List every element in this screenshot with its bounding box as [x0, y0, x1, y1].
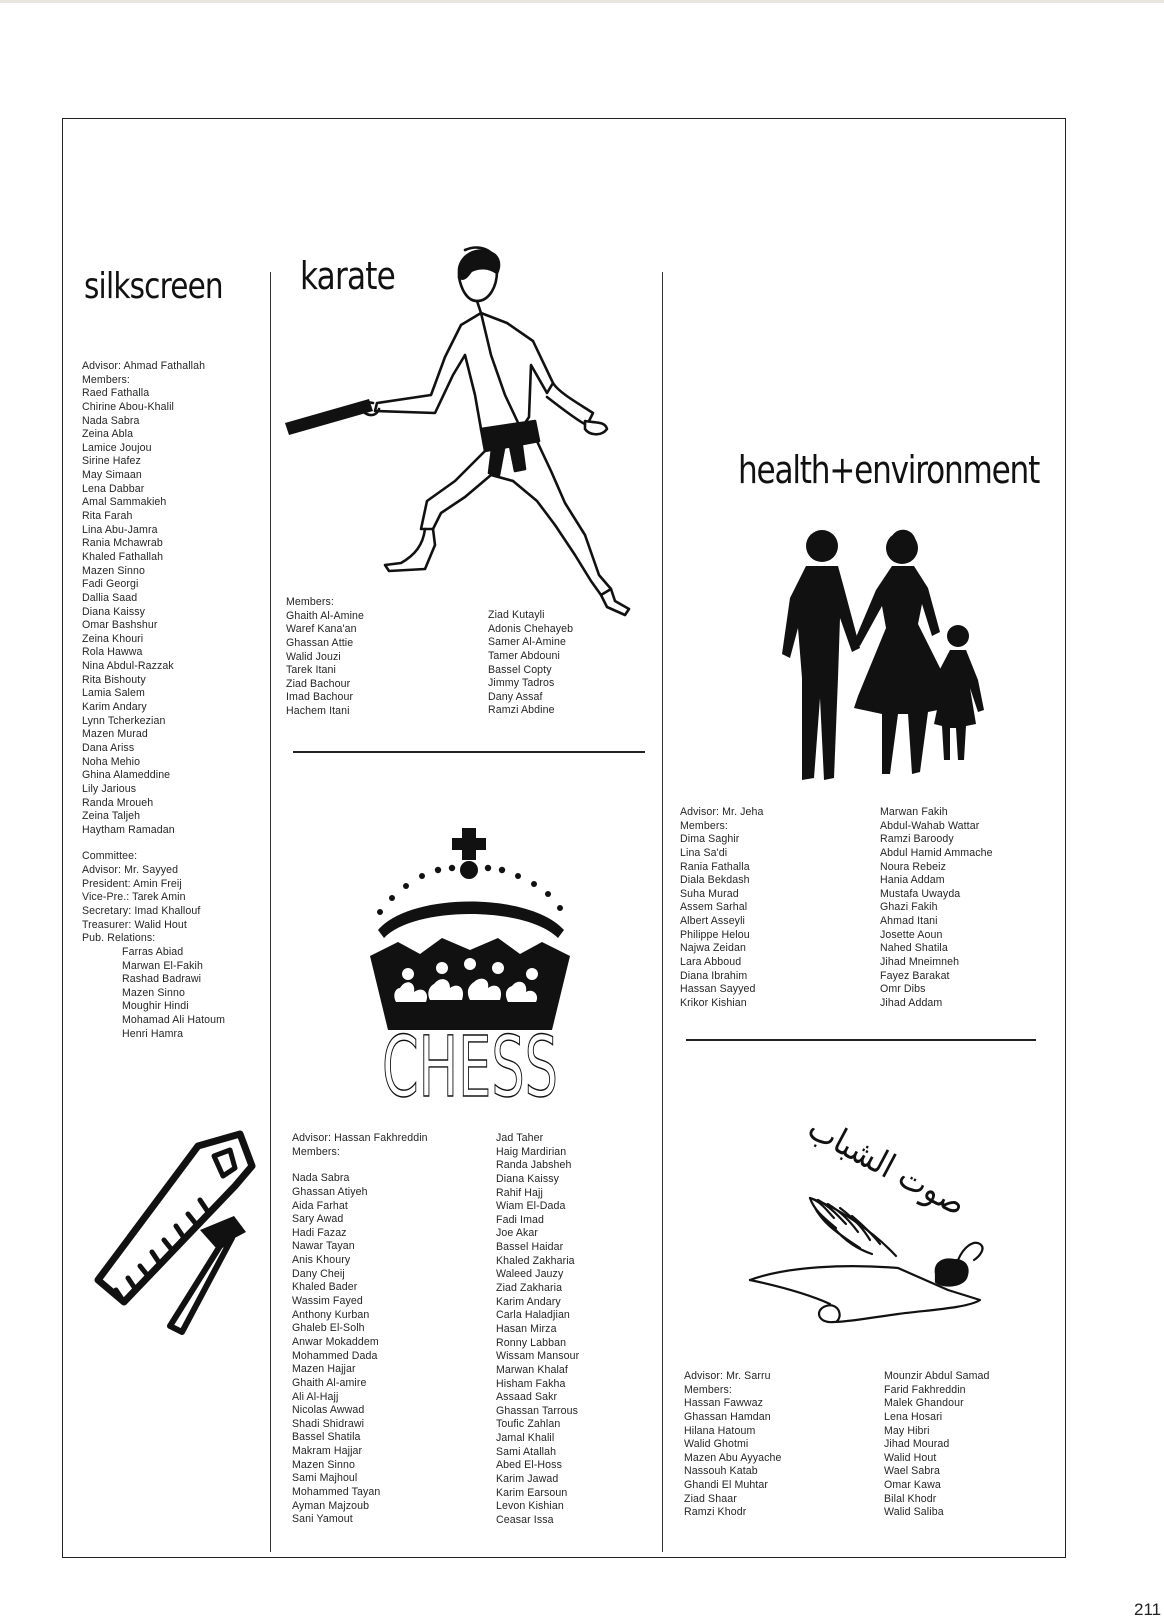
- sawt-title: صوت الشباب: [801, 1108, 973, 1225]
- member-name: Ramzi Baroody: [880, 833, 954, 846]
- chess-col-1: [292, 1132, 428, 1527]
- member-name: Imad Bachour: [286, 691, 354, 704]
- member-name: Lynn Tcherkezian: [82, 714, 166, 727]
- member-name: Ronny Labban: [496, 1336, 567, 1349]
- member-name: Sami Majhoul: [292, 1472, 358, 1485]
- member-name: Waleed Jauzy: [496, 1268, 564, 1281]
- member-name: Nicolas Awwad: [292, 1404, 365, 1417]
- member-name: Ghaith Al-amire: [292, 1376, 367, 1389]
- silkscreen-members-label: Members:: [82, 373, 130, 386]
- member-name: Lena Dabbar: [82, 482, 145, 495]
- member-name: Lina Abu-Jamra: [82, 523, 158, 536]
- member-name: Sami Atallah: [496, 1445, 557, 1458]
- member-name: Ghaith Al-Amine: [286, 609, 365, 622]
- member-name: Diana Kaissy: [82, 605, 146, 618]
- member-name: Zeina Taljeh: [82, 810, 141, 823]
- member-name: Hasan Mirza: [496, 1322, 557, 1335]
- member-name: Abed El-Hoss: [496, 1459, 562, 1472]
- member-name: Randa Jabsheh: [496, 1159, 572, 1172]
- member-name: Ghassan Attie: [286, 636, 354, 649]
- member-name: Hilana Hatoum: [684, 1424, 756, 1437]
- member-name: Farid Fakhreddin: [884, 1383, 966, 1396]
- member-name: Karim Andary: [496, 1295, 561, 1308]
- member-name: Mazen Abu Ayyache: [684, 1451, 782, 1464]
- member-name: Albert Asseyli: [680, 915, 745, 928]
- page-number: 211: [1134, 1600, 1162, 1619]
- member-name: Assaad Sakr: [496, 1391, 558, 1404]
- sawt-members-label: Members:: [684, 1383, 732, 1396]
- member-name: Lamia Salem: [82, 687, 145, 700]
- member-name: Ghazi Fakih: [880, 901, 938, 914]
- member-name: Jimmy Tadros: [488, 677, 555, 690]
- member-name: Nawar Tayan: [292, 1240, 355, 1253]
- member-name: Waref Kana'an: [286, 623, 357, 636]
- member-name: Walid Hout: [884, 1451, 937, 1464]
- member-name: Bassel Copty: [488, 663, 552, 676]
- member-name: Khaled Bader: [292, 1281, 358, 1294]
- member-name: Zeina Abla: [82, 428, 134, 441]
- member-name: Nada Sabra: [82, 414, 140, 427]
- member-name: Rita Farah: [82, 510, 133, 523]
- member-name: Ziad Kutayli: [488, 609, 545, 621]
- member-name: Rita Bishouty: [82, 673, 146, 686]
- member-name: Walid Ghotmi: [684, 1438, 749, 1451]
- member-name: Suha Murad: [680, 887, 739, 900]
- silkscreen-advisor: Advisor: Ahmad Fathallah: [82, 360, 206, 372]
- member-name: Diana Kaissy: [496, 1172, 560, 1185]
- karate-members-list-2: [488, 609, 573, 718]
- health-col-2: [880, 806, 993, 1011]
- health-sawt-separator: [686, 1039, 1036, 1041]
- member-name: Anis Khoury: [292, 1254, 351, 1267]
- member-name: Farras Abiad: [122, 945, 184, 958]
- health-members-list-2: [880, 806, 993, 1011]
- member-name: Rashad Badrawi: [122, 973, 202, 986]
- member-name: Mohammed Tayan: [292, 1486, 381, 1499]
- member-name: Mazen Sinno: [82, 564, 145, 577]
- member-name: Henri Hamra: [122, 1027, 184, 1040]
- health-members-label: Members:: [680, 819, 728, 832]
- member-name: Ghaleb El-Solh: [292, 1322, 365, 1335]
- saw-hammer-drawing: [80, 1120, 260, 1360]
- member-name: Hassan Sayyed: [680, 983, 756, 996]
- member-name: Haytham Ramadan: [82, 823, 175, 836]
- member-name: Fadi Imad: [496, 1213, 545, 1226]
- member-name: Karim Jawad: [496, 1473, 559, 1486]
- member-name: Tarek Itani: [286, 664, 336, 677]
- member-name: Hassan Fawwaz: [684, 1397, 764, 1410]
- member-name: Fayez Barakat: [880, 969, 950, 982]
- member-name: Nahed Shatila: [880, 942, 948, 955]
- member-name: Aida Farhat: [292, 1199, 348, 1212]
- member-name: Omr Dibs: [880, 983, 926, 996]
- committee-pub-label: Pub. Relations:: [82, 932, 156, 945]
- member-name: Anthony Kurban: [292, 1308, 370, 1321]
- member-name: Marwan Khalaf: [496, 1363, 568, 1376]
- karate-fighter-drawing: [285, 245, 645, 625]
- chess-word: [382, 1018, 558, 1116]
- silkscreen-members: [82, 387, 225, 837]
- member-name: Rahif Hajj: [496, 1186, 543, 1199]
- member-name: Adonis Chehayeb: [488, 622, 574, 635]
- member-name: May Simaan: [82, 469, 142, 482]
- member-name: Omar Bashshur: [82, 619, 158, 632]
- member-name: Ceasar Issa: [496, 1513, 554, 1526]
- committee-vice: Vice-Pre.: Tarek Amin: [82, 891, 186, 904]
- karate-chess-separator: [293, 751, 645, 753]
- member-name: Ghina Alameddine: [82, 769, 171, 782]
- member-name: Tamer Abdouni: [488, 649, 560, 662]
- member-name: Ayman Majzoub: [292, 1499, 370, 1512]
- member-name: Ramzi Abdine: [488, 704, 555, 717]
- chess-members-label: Members:: [292, 1145, 340, 1158]
- member-name: Lena Hosari: [884, 1410, 943, 1423]
- member-name: Karim Andary: [82, 701, 147, 714]
- member-name: Hadi Fazaz: [292, 1226, 347, 1239]
- member-name: Toufic Zahlan: [496, 1418, 561, 1431]
- committee-advisor: Advisor: Mr. Sayyed: [82, 864, 179, 877]
- member-name: Ahmad Itani: [880, 915, 938, 928]
- member-name: Jihad Mneimneh: [880, 956, 960, 969]
- member-name: Wiam El-Dada: [496, 1200, 566, 1213]
- chess-col-2: [496, 1132, 579, 1528]
- member-name: Jihad Mourad: [884, 1438, 950, 1451]
- member-name: Zeina Khouri: [82, 632, 144, 645]
- member-name: Shadi Shidrawi: [292, 1417, 365, 1430]
- member-name: Jamal Khalil: [496, 1432, 555, 1445]
- member-name: Diana Ibrahim: [680, 969, 748, 982]
- member-name: Jad Taher: [496, 1132, 544, 1144]
- member-name: Bilal Khodr: [884, 1492, 937, 1505]
- committee-treasurer: Treasurer: Walid Hout: [82, 918, 187, 931]
- karate-title: karate: [300, 254, 395, 298]
- karate-col-1: [286, 596, 364, 719]
- health-col-1: [680, 806, 764, 1011]
- member-name: Dany Cheij: [292, 1267, 345, 1280]
- member-name: Ghandi El Muhtar: [684, 1479, 769, 1492]
- member-name: Mohammed Dada: [292, 1349, 378, 1362]
- member-name: Sani Yamout: [292, 1513, 353, 1526]
- health-advisor: Advisor: Mr. Jeha: [680, 806, 764, 818]
- chess-members-list-2: [496, 1132, 579, 1528]
- member-name: Abdul-Wahab Wattar: [880, 819, 980, 832]
- member-name: Marwan El-Fakih: [122, 959, 203, 972]
- member-name: Bassel Haidar: [496, 1241, 564, 1254]
- svg-text:CHESS: CHESS: [382, 1018, 558, 1116]
- committee-pub-list: [82, 946, 225, 1041]
- member-name: Ghassan Hamdan: [684, 1410, 771, 1423]
- scroll-quill-inkwell-drawing: [748, 1198, 1018, 1338]
- member-name: Samer Al-Amine: [488, 636, 566, 649]
- member-name: Lily Jarious: [82, 782, 137, 795]
- sawt-members-list-1: [684, 1397, 782, 1520]
- member-name: Joe Akar: [496, 1227, 539, 1240]
- member-name: Makram Hajjar: [292, 1445, 363, 1458]
- member-name: Ziad Shaar: [684, 1492, 737, 1505]
- member-name: Hisham Fakha: [496, 1377, 566, 1390]
- member-name: Rania Mchawrab: [82, 537, 163, 550]
- member-name: Nada Sabra: [292, 1172, 350, 1185]
- member-name: Karim Earsoun: [496, 1486, 568, 1499]
- member-name: Walid Saliba: [884, 1506, 944, 1519]
- member-name: Ghassan Tarrous: [496, 1404, 578, 1417]
- health-members-list-1: [680, 833, 764, 1010]
- member-name: Wassim Fayed: [292, 1295, 363, 1308]
- member-name: Wael Sabra: [884, 1465, 940, 1478]
- sawt-members-list-2: [884, 1370, 990, 1520]
- member-name: Mazen Murad: [82, 728, 148, 741]
- chess-advisor: Advisor: Hassan Fakhreddin: [292, 1132, 428, 1144]
- member-name: Khaled Zakharia: [496, 1254, 575, 1267]
- member-name: Noha Mehio: [82, 755, 141, 768]
- member-name: Dana Ariss: [82, 741, 135, 754]
- committee-label: Committee:: [82, 850, 138, 863]
- sawt-advisor: Advisor: Mr. Sarru: [684, 1370, 771, 1382]
- member-name: Fadi Georgi: [82, 578, 139, 591]
- member-name: Najwa Zeidan: [680, 942, 746, 955]
- silkscreen-roster: [82, 360, 225, 1041]
- committee-secretary: Secretary: Imad Khallouf: [82, 904, 201, 917]
- member-name: May Hibri: [884, 1424, 930, 1437]
- chess-crown-drawing: [370, 826, 570, 1116]
- member-name: Ghassan Atiyeh: [292, 1185, 368, 1198]
- column-divider-right: [662, 272, 663, 1552]
- member-name: Philippe Helou: [680, 928, 750, 941]
- member-name: Anwar Mokaddem: [292, 1335, 379, 1348]
- member-name: Carla Haladjian: [496, 1309, 570, 1322]
- member-name: Moughir Hindi: [122, 1000, 189, 1013]
- karate-col-2: [488, 609, 573, 718]
- member-name: Krikor Kishian: [680, 996, 747, 1009]
- member-name: Mazen Sinno: [122, 986, 185, 999]
- member-name: Sirine Hafez: [82, 455, 141, 468]
- member-name: Mazen Sinno: [292, 1458, 355, 1471]
- member-name: Nassouh Katab: [684, 1465, 758, 1478]
- member-name: Haig Mardirian: [496, 1145, 567, 1158]
- karate-members-list-1: [286, 610, 364, 719]
- member-name: Ziad Zakharia: [496, 1282, 563, 1295]
- member-name: Josette Aoun: [880, 928, 943, 941]
- member-name: Bassel Shatila: [292, 1431, 361, 1444]
- member-name: Ramzi Khodr: [684, 1506, 747, 1519]
- member-name: Khaled Fathallah: [82, 550, 164, 563]
- member-name: Omar Kawa: [884, 1479, 941, 1492]
- member-name: Hachem Itani: [286, 705, 350, 718]
- chess-members-list-1: [292, 1172, 428, 1527]
- sawt-col-1: [684, 1370, 782, 1520]
- member-name: Abdul Hamid Ammache: [880, 846, 993, 859]
- member-name: Dallia Saad: [82, 591, 138, 604]
- member-name: Rola Hawwa: [82, 646, 143, 659]
- member-name: Mustafa Uwayda: [880, 887, 961, 900]
- member-name: Dima Saghir: [680, 833, 740, 846]
- member-name: Mohamad Ali Hatoum: [122, 1014, 226, 1027]
- member-name: Levon Kishian: [496, 1500, 564, 1513]
- family-silhouette-drawing: [780, 528, 1010, 790]
- member-name: Rania Fathalla: [680, 860, 750, 873]
- health-title: health+environment: [738, 448, 1040, 492]
- member-name: Nina Abdul-Razzak: [82, 660, 174, 673]
- member-name: Hania Addam: [880, 874, 945, 887]
- member-name: Lamice Joujou: [82, 441, 152, 454]
- member-name: Raed Fathalla: [82, 387, 150, 400]
- member-name: Jihad Addam: [880, 996, 943, 1009]
- column-divider-left: [270, 272, 271, 1552]
- member-name: Lina Sa'di: [680, 846, 728, 859]
- member-name: Mounzir Abdul Samad: [884, 1370, 990, 1382]
- member-name: Assem Sarhal: [680, 901, 748, 914]
- member-name: Ali Al-Hajj: [292, 1390, 339, 1403]
- member-name: Ziad Bachour: [286, 677, 351, 690]
- member-name: Lara Abboud: [680, 956, 742, 969]
- member-name: Noura Rebeiz: [880, 860, 946, 873]
- member-name: Chirine Abou-Khalil: [82, 400, 174, 413]
- member-name: Dany Assaf: [488, 690, 543, 703]
- member-name: Malek Ghandour: [884, 1397, 964, 1410]
- member-name: Walid Jouzi: [286, 650, 341, 663]
- sawt-col-2: [884, 1370, 990, 1520]
- member-name: Mazen Hajjar: [292, 1363, 356, 1376]
- karate-members-label: Members:: [286, 596, 334, 608]
- silkscreen-title: silkscreen: [84, 266, 223, 307]
- member-name: Sary Awad: [292, 1213, 344, 1226]
- committee-president: President: Amin Freij: [82, 877, 182, 890]
- member-name: Wissam Mansour: [496, 1350, 580, 1363]
- member-name: Diala Bekdash: [680, 874, 750, 887]
- member-name: Marwan Fakih: [880, 806, 948, 818]
- scan-edge: [0, 0, 1164, 3]
- member-name: Randa Mroueh: [82, 796, 154, 809]
- member-name: Amal Sammakieh: [82, 496, 167, 509]
